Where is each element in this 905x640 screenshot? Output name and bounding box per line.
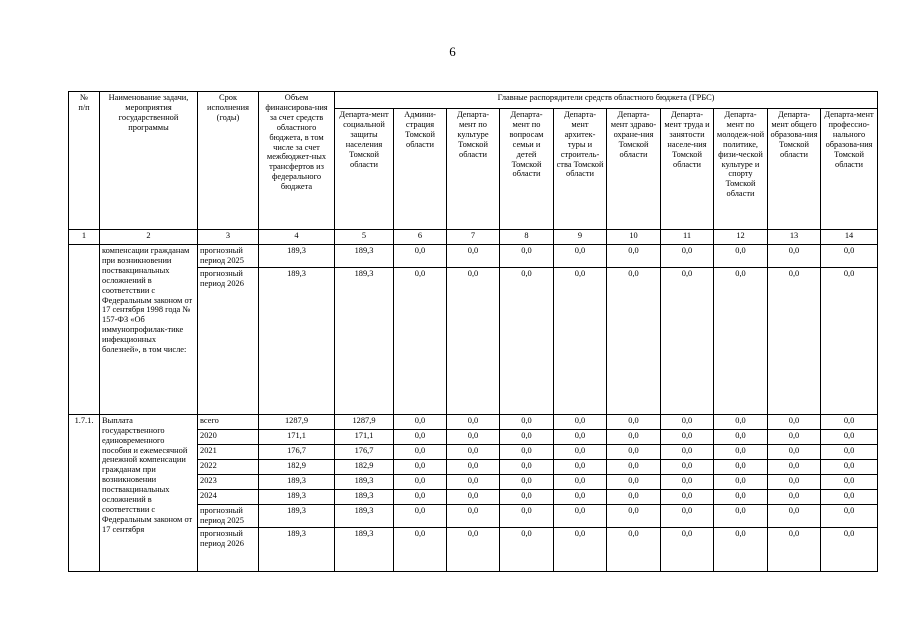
value-cell: 0,0 (821, 474, 878, 489)
value-cell: 0,0 (394, 444, 447, 459)
value-cell: 182,9 (259, 459, 335, 474)
value-cell: 0,0 (447, 267, 500, 414)
header-row (69, 92, 878, 109)
column-number: 5 (335, 230, 394, 245)
value-cell: 0,0 (821, 429, 878, 444)
header-grbs-title: Главные распорядители средств областного бюджета (ГРБС) (335, 92, 878, 109)
value-cell: 0,0 (661, 267, 714, 414)
budget-table (68, 91, 878, 572)
value-cell: 0,0 (394, 489, 447, 504)
value-cell: 0,0 (821, 444, 878, 459)
value-cell: 189,3 (259, 527, 335, 571)
value-cell: 0,0 (394, 429, 447, 444)
value-cell: 0,0 (821, 245, 878, 268)
grbs-header-cell: Департа-мент по культуре Томской области (447, 109, 500, 230)
value-cell: 189,3 (259, 245, 335, 268)
value-cell: 0,0 (714, 489, 768, 504)
value-cell: 0,0 (768, 489, 821, 504)
value-cell: 0,0 (447, 474, 500, 489)
value-cell: 0,0 (714, 459, 768, 474)
value-cell: 0,0 (821, 489, 878, 504)
value-cell: 0,0 (768, 414, 821, 429)
value-cell: 0,0 (607, 444, 661, 459)
column-number: 9 (554, 230, 607, 245)
term-cell: 2021 (198, 444, 259, 459)
column-number: 1 (69, 230, 100, 245)
value-cell: 0,0 (607, 489, 661, 504)
value-cell: 0,0 (447, 429, 500, 444)
column-number: 12 (714, 230, 768, 245)
value-cell: 0,0 (554, 474, 607, 489)
column-number: 2 (100, 230, 198, 245)
value-cell: 182,9 (335, 459, 394, 474)
table-row (69, 245, 878, 268)
value-cell: 0,0 (768, 267, 821, 414)
value-cell: 0,0 (554, 267, 607, 414)
term-cell: всего (198, 414, 259, 429)
value-cell: 189,3 (335, 527, 394, 571)
value-cell: 1287,9 (259, 414, 335, 429)
value-cell: 0,0 (500, 444, 554, 459)
value-cell: 0,0 (661, 245, 714, 268)
column-number: 8 (500, 230, 554, 245)
column-number: 10 (607, 230, 661, 245)
column-number: 4 (259, 230, 335, 245)
value-cell: 0,0 (500, 527, 554, 571)
value-cell: 0,0 (500, 504, 554, 527)
value-cell: 0,0 (394, 414, 447, 429)
value-cell: 0,0 (394, 474, 447, 489)
value-cell: 0,0 (447, 444, 500, 459)
value-cell: 0,0 (394, 267, 447, 414)
value-cell: 189,3 (335, 504, 394, 527)
column-numbers-row (69, 230, 878, 245)
term-cell: 2024 (198, 489, 259, 504)
value-cell: 171,1 (259, 429, 335, 444)
value-cell: 0,0 (714, 444, 768, 459)
value-cell: 0,0 (607, 245, 661, 268)
grbs-header-cell: Департа-мент по молодеж-ной политике, физи-ческой культуре и спорту Томской области (714, 109, 768, 230)
value-cell: 0,0 (554, 245, 607, 268)
value-cell: 0,0 (394, 527, 447, 571)
value-cell: 0,0 (500, 414, 554, 429)
value-cell: 0,0 (821, 414, 878, 429)
row-number: 1.7.1. (69, 414, 100, 571)
value-cell: 0,0 (607, 474, 661, 489)
term-cell: 2020 (198, 429, 259, 444)
value-cell: 0,0 (447, 414, 500, 429)
value-cell: 0,0 (768, 245, 821, 268)
value-cell: 0,0 (500, 459, 554, 474)
value-cell: 0,0 (607, 429, 661, 444)
measure-name: компенсации гражданам при возникновении поствакцинальных осложнений в соответствии с Федеральным законом от 17 сентября 1998 года № 157-ФЗ «Об иммунопрофилак-тике инфекционных болезней», в том числе: (100, 245, 198, 415)
value-cell: 0,0 (661, 429, 714, 444)
value-cell: 0,0 (607, 527, 661, 571)
value-cell: 0,0 (661, 459, 714, 474)
value-cell: 0,0 (821, 504, 878, 527)
value-cell: 176,7 (335, 444, 394, 459)
grbs-header-cell: Департа-мент социальной защиты населения Томской области (335, 109, 394, 230)
value-cell: 0,0 (607, 414, 661, 429)
grbs-header-cell: Админи-страция Томской области (394, 109, 447, 230)
value-cell: 0,0 (607, 504, 661, 527)
term-cell: прогнозный период 2025 (198, 504, 259, 527)
value-cell: 0,0 (554, 459, 607, 474)
value-cell: 0,0 (607, 267, 661, 414)
term-cell: 2022 (198, 459, 259, 474)
value-cell: 0,0 (768, 504, 821, 527)
value-cell: 0,0 (768, 527, 821, 571)
header-total: Объем финансирова-ния за счет средств областного бюджета, в том числе за счет межбюджет-ных трансфертов из федерального бюджета (259, 92, 335, 230)
value-cell: 0,0 (394, 504, 447, 527)
value-cell: 0,0 (768, 444, 821, 459)
value-cell: 0,0 (714, 429, 768, 444)
grbs-header-cell: Департа-мент общего образова-ния Томской области (768, 109, 821, 230)
value-cell: 0,0 (500, 267, 554, 414)
column-number: 3 (198, 230, 259, 245)
value-cell: 0,0 (447, 245, 500, 268)
value-cell: 0,0 (554, 489, 607, 504)
value-cell: 0,0 (447, 504, 500, 527)
value-cell: 0,0 (821, 527, 878, 571)
value-cell: 0,0 (500, 474, 554, 489)
value-cell: 171,1 (335, 429, 394, 444)
value-cell: 0,0 (768, 429, 821, 444)
measure-name: Выплата государственного единовременного пособия и ежемесячной денежной компенсации гражданам при возникновении поствакцинальных осложнений в соответствии с Федеральным законом от 17 сентября (100, 414, 198, 571)
grbs-header-cell: Департа-мент здраво-охране-ния Томской области (607, 109, 661, 230)
value-cell: 0,0 (554, 527, 607, 571)
value-cell: 0,0 (500, 245, 554, 268)
value-cell: 0,0 (500, 429, 554, 444)
value-cell: 0,0 (554, 414, 607, 429)
value-cell: 189,3 (259, 489, 335, 504)
value-cell: 189,3 (335, 474, 394, 489)
value-cell: 0,0 (447, 527, 500, 571)
value-cell: 0,0 (661, 504, 714, 527)
value-cell: 189,3 (259, 504, 335, 527)
grbs-header-cell: Департа-мент труда и занятости населе-ния Томской области (661, 109, 714, 230)
value-cell: 0,0 (714, 504, 768, 527)
value-cell: 189,3 (259, 474, 335, 489)
term-cell: прогнозный период 2026 (198, 267, 259, 414)
row-number (69, 245, 100, 415)
value-cell: 0,0 (661, 527, 714, 571)
value-cell: 0,0 (768, 474, 821, 489)
header-term: Срок исполнения (годы) (198, 92, 259, 230)
column-number: 14 (821, 230, 878, 245)
value-cell: 0,0 (554, 504, 607, 527)
value-cell: 189,3 (259, 267, 335, 414)
term-cell: 2023 (198, 474, 259, 489)
column-number: 6 (394, 230, 447, 245)
value-cell: 0,0 (714, 474, 768, 489)
term-cell: прогнозный период 2026 (198, 527, 259, 571)
page-number: 6 (449, 44, 456, 59)
value-cell: 0,0 (821, 459, 878, 474)
value-cell: 189,3 (335, 245, 394, 268)
grbs-header-cell: Департа-мент профессио-нального образова-ния Томской области (821, 109, 878, 230)
value-cell: 0,0 (661, 489, 714, 504)
column-number: 13 (768, 230, 821, 245)
column-number: 7 (447, 230, 500, 245)
header-num: № п/п (69, 92, 100, 230)
value-cell: 0,0 (447, 459, 500, 474)
value-cell: 0,0 (714, 245, 768, 268)
value-cell: 176,7 (259, 444, 335, 459)
value-cell: 0,0 (714, 267, 768, 414)
value-cell: 0,0 (447, 489, 500, 504)
value-cell: 0,0 (714, 527, 768, 571)
term-cell: прогнозный период 2025 (198, 245, 259, 268)
grbs-header-cell: Департа-мент по вопросам семьи и детей Томской области (500, 109, 554, 230)
value-cell: 0,0 (821, 267, 878, 414)
value-cell: 1287,9 (335, 414, 394, 429)
grbs-header-cell: Департа-мент архитек-туры и строитель-ства Томской области (554, 109, 607, 230)
value-cell: 0,0 (394, 245, 447, 268)
value-cell: 189,3 (335, 267, 394, 414)
column-number: 11 (661, 230, 714, 245)
value-cell: 0,0 (554, 429, 607, 444)
value-cell: 0,0 (661, 414, 714, 429)
value-cell: 0,0 (661, 474, 714, 489)
value-cell: 0,0 (554, 444, 607, 459)
value-cell: 0,0 (394, 459, 447, 474)
value-cell: 0,0 (768, 459, 821, 474)
header-name: Наименование задачи, мероприятия государственной программы (100, 92, 198, 230)
value-cell: 0,0 (661, 444, 714, 459)
value-cell: 0,0 (607, 459, 661, 474)
value-cell: 189,3 (335, 489, 394, 504)
value-cell: 0,0 (500, 489, 554, 504)
table-row (69, 414, 878, 429)
value-cell: 0,0 (714, 414, 768, 429)
